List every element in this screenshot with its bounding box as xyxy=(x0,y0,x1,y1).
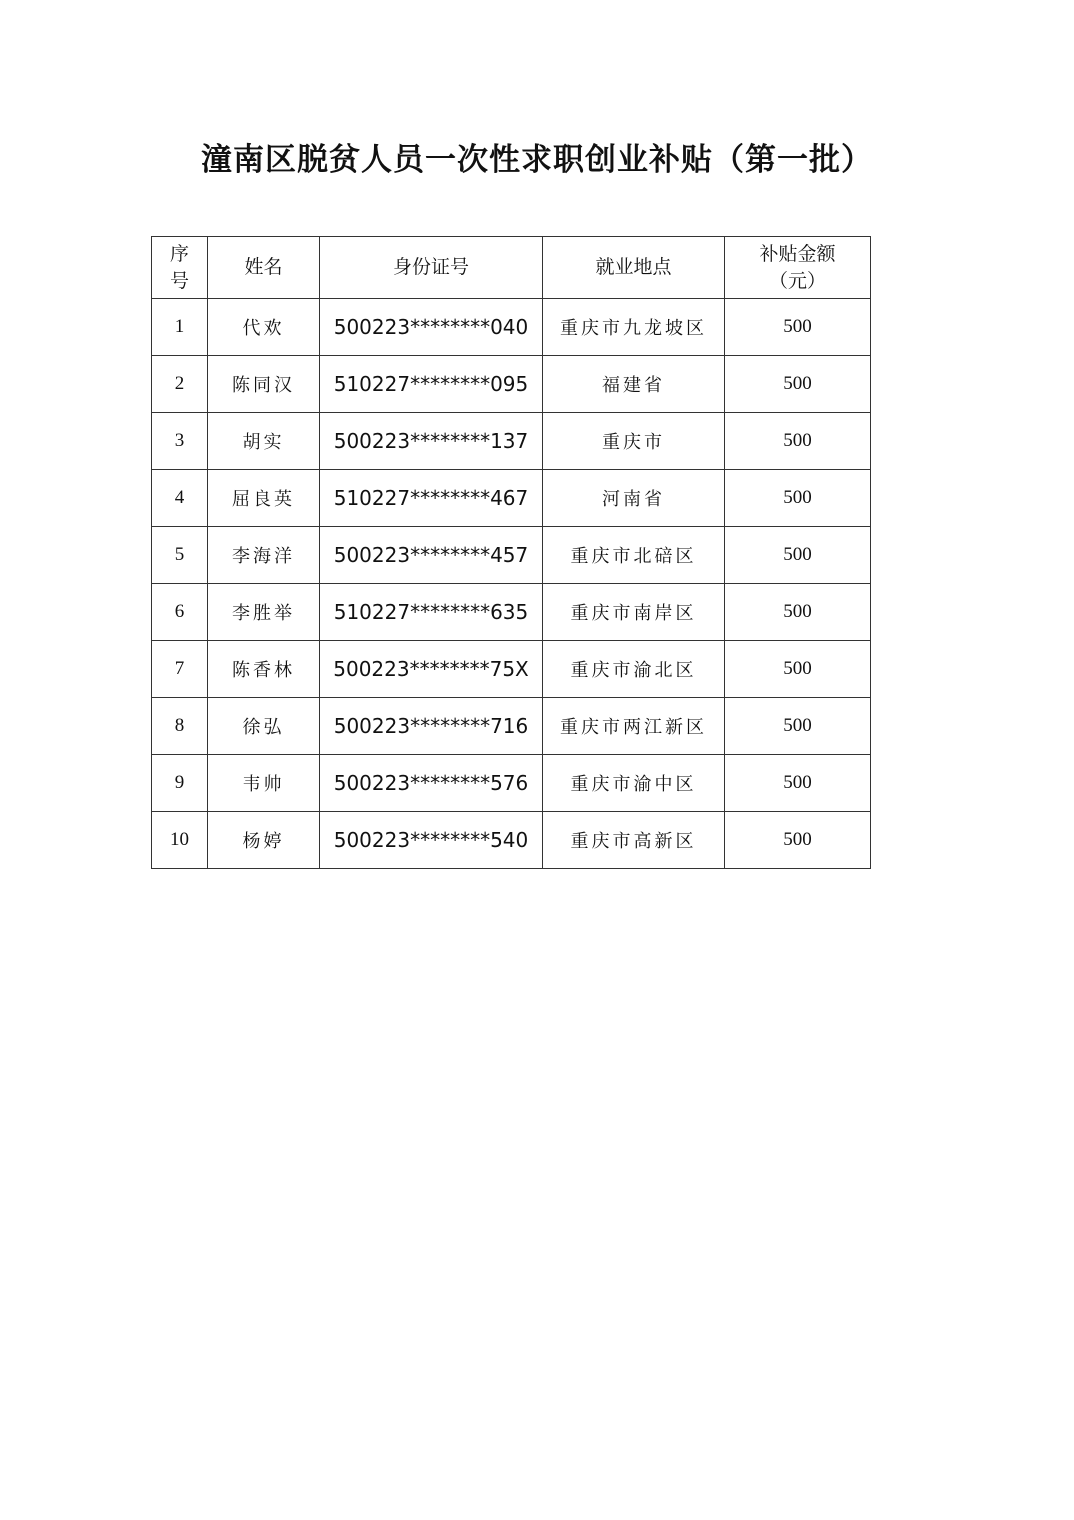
cell-subsidy-amount: 500 xyxy=(725,755,871,812)
cell-id-number: 500223********457 xyxy=(320,527,543,584)
cell-subsidy-amount: 500 xyxy=(725,299,871,356)
cell-subsidy-amount: 500 xyxy=(725,812,871,869)
header-subsidy-amount-line2: （元） xyxy=(768,269,826,292)
cell-id-number: 510227********635 xyxy=(320,584,543,641)
cell-name: 代欢 xyxy=(208,299,320,356)
cell-subsidy-amount: 500 xyxy=(725,356,871,413)
table-row xyxy=(152,584,871,641)
cell-id-number: 500223********137 xyxy=(320,413,543,470)
cell-employment-location: 重庆市两江新区 xyxy=(543,698,725,755)
cell-name: 徐弘 xyxy=(208,698,320,755)
table-row xyxy=(152,413,871,470)
cell-serial-number: 4 xyxy=(152,470,208,527)
cell-employment-location: 重庆市渝北区 xyxy=(543,641,725,698)
header-subsidy-amount xyxy=(725,237,871,299)
cell-subsidy-amount: 500 xyxy=(725,584,871,641)
cell-id-number: 500223********576 xyxy=(320,755,543,812)
header-id-number: 身份证号 xyxy=(320,237,543,299)
cell-serial-number: 2 xyxy=(152,356,208,413)
cell-name: 李胜举 xyxy=(208,584,320,641)
cell-serial-number: 9 xyxy=(152,755,208,812)
cell-id-number: 500223********540 xyxy=(320,812,543,869)
cell-subsidy-amount: 500 xyxy=(725,470,871,527)
table-row xyxy=(152,698,871,755)
cell-employment-location: 重庆市北碚区 xyxy=(543,527,725,584)
cell-name: 李海洋 xyxy=(208,527,320,584)
cell-serial-number: 8 xyxy=(152,698,208,755)
table-row xyxy=(152,755,871,812)
cell-employment-location: 河南省 xyxy=(543,470,725,527)
cell-name: 韦帅 xyxy=(208,755,320,812)
cell-serial-number: 5 xyxy=(152,527,208,584)
cell-id-number: 510227********467 xyxy=(320,470,543,527)
header-serial-number-line1: 序 xyxy=(169,242,189,265)
cell-subsidy-amount: 500 xyxy=(725,413,871,470)
table-row xyxy=(152,641,871,698)
cell-employment-location: 重庆市南岸区 xyxy=(543,584,725,641)
header-name: 姓名 xyxy=(208,237,320,299)
cell-employment-location: 重庆市九龙坡区 xyxy=(543,299,725,356)
header-serial-number-line2: 号 xyxy=(169,269,189,292)
cell-serial-number: 10 xyxy=(152,812,208,869)
cell-id-number: 500223********040 xyxy=(320,299,543,356)
cell-serial-number: 1 xyxy=(152,299,208,356)
header-subsidy-amount-line1: 补贴金额 xyxy=(759,242,836,265)
header-serial-number xyxy=(152,237,208,299)
cell-name: 陈香林 xyxy=(208,641,320,698)
cell-serial-number: 3 xyxy=(152,413,208,470)
cell-subsidy-amount: 500 xyxy=(725,698,871,755)
cell-name: 杨婷 xyxy=(208,812,320,869)
table-row xyxy=(152,356,871,413)
cell-name: 屈良英 xyxy=(208,470,320,527)
page-title: 潼南区脱贫人员一次性求职创业补贴（第一批） xyxy=(201,142,873,178)
cell-employment-location: 重庆市高新区 xyxy=(543,812,725,869)
cell-employment-location: 重庆市渝中区 xyxy=(543,755,725,812)
table-row xyxy=(152,812,871,869)
cell-subsidy-amount: 500 xyxy=(725,527,871,584)
cell-id-number: 500223********716 xyxy=(320,698,543,755)
table-row xyxy=(152,470,871,527)
cell-subsidy-amount: 500 xyxy=(725,641,871,698)
cell-serial-number: 6 xyxy=(152,584,208,641)
header-employment-location: 就业地点 xyxy=(543,237,725,299)
subsidy-table xyxy=(151,236,871,869)
cell-employment-location: 重庆市 xyxy=(543,413,725,470)
cell-id-number: 510227********095 xyxy=(320,356,543,413)
table-row xyxy=(152,527,871,584)
cell-employment-location: 福建省 xyxy=(543,356,725,413)
table-row xyxy=(152,299,871,356)
cell-name: 陈同汉 xyxy=(208,356,320,413)
cell-id-number: 500223********75X xyxy=(320,641,543,698)
table-header-row xyxy=(152,237,871,299)
cell-name: 胡实 xyxy=(208,413,320,470)
cell-serial-number: 7 xyxy=(152,641,208,698)
